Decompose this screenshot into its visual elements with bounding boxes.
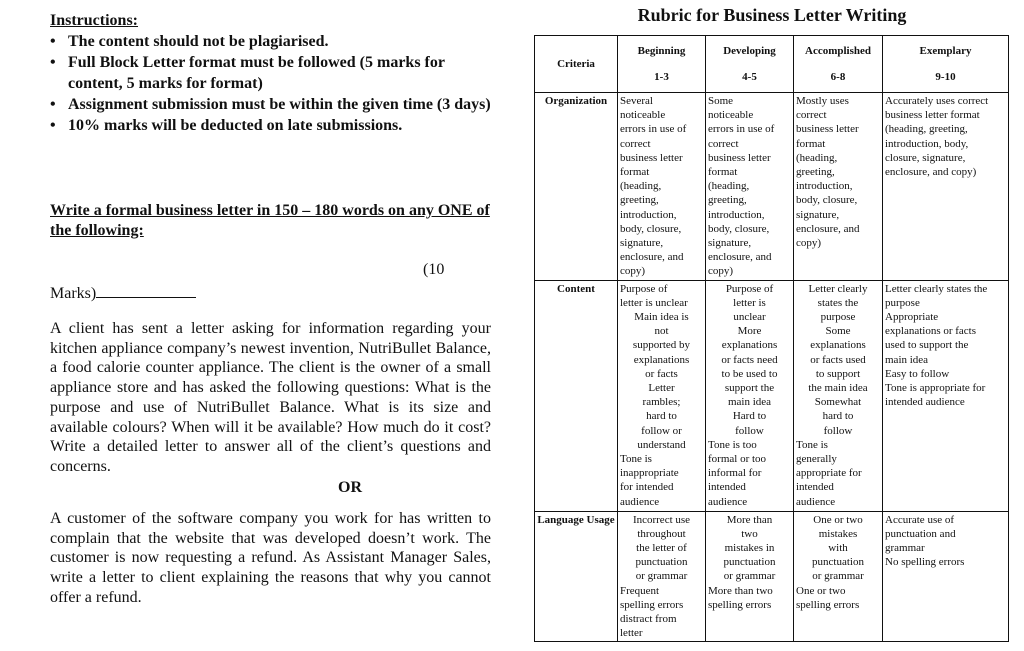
rubric-cell	[618, 511, 706, 642]
rubric-cell-line: Incorrect use	[632, 513, 691, 526]
level-range: 4-5	[742, 71, 757, 83]
rubric-cell-line: Mostly uses	[796, 95, 849, 107]
rubric-cell-line: hard to	[646, 410, 677, 423]
criteria-header: Criteria	[535, 36, 618, 93]
rubric-cell-line: introduction, body,	[885, 137, 969, 150]
rubric-cell-line: inappropriate	[620, 467, 679, 480]
rubric-cell-line: for intended	[620, 481, 674, 494]
rubric-cell-line: main idea	[885, 353, 929, 366]
rubric-cell-line: audience	[708, 495, 748, 508]
rubric-cell-line: distract from	[620, 613, 677, 626]
marks-blank-line	[96, 283, 196, 298]
rubric-cell-line: business letter	[620, 151, 683, 164]
rubric-cell-line: spelling errors	[796, 598, 860, 611]
rubric-cell-line: with	[828, 542, 848, 555]
rubric-cell-line: or facts	[645, 367, 678, 380]
rubric-cell-line: Easy to follow	[885, 367, 950, 380]
rubric-cell-line: intended	[796, 481, 834, 494]
rubric-cell-line: to support	[815, 367, 861, 380]
rubric-cell-line: Some	[708, 95, 734, 107]
rubric-cell-line: Letter clearly states the	[885, 282, 988, 295]
rubric-cell	[706, 511, 794, 642]
rubric-cell-line: body, closure,	[708, 222, 770, 235]
rubric-cell-line: format	[620, 166, 650, 179]
criterion-cell: Organization	[535, 93, 618, 281]
rubric-cell	[706, 93, 794, 281]
level-range: 6-8	[830, 71, 846, 83]
rubric-cell-line: enclosure, and	[796, 222, 860, 235]
marks-label: Marks)	[50, 285, 97, 302]
rubric-cell-line: Letter clearly	[808, 282, 868, 295]
rubric-cell-line: the letter of	[636, 542, 687, 555]
rubric-cell-line: or facts used	[810, 353, 866, 366]
rubric-cell-line: enclosure, and	[620, 251, 684, 264]
rubric-cell	[794, 280, 883, 511]
level-range: 9-10	[935, 71, 956, 83]
rubric-cell-line: More than	[726, 513, 773, 526]
rubric-cell-line: purpose	[820, 311, 856, 324]
rubric-cell-line: audience	[620, 495, 660, 508]
rubric-cell-line: follow	[823, 424, 853, 437]
rubric-cell-line: informal for	[708, 467, 762, 480]
rubric-cell-line: copy)	[620, 265, 646, 278]
rubric-cell-line: introduction,	[708, 208, 765, 221]
criterion-cell: Language Usage	[535, 511, 618, 642]
level-header	[618, 36, 706, 93]
rubric-cell-line: signature,	[796, 208, 840, 221]
rubric-cell-line: introduction,	[620, 208, 677, 221]
rubric-cell-line: noticeable	[620, 109, 666, 122]
rubric-cell-line: Tone is	[796, 438, 828, 451]
instructions-list	[50, 31, 492, 136]
rubric-body	[535, 93, 1009, 642]
or-separator: OR	[338, 479, 362, 496]
rubric-cell-line: correct	[620, 137, 651, 150]
rubric-cell-line: used to support the	[885, 339, 969, 352]
rubric-cell	[618, 280, 706, 511]
rubric-cell-line: Purpose of	[620, 282, 668, 295]
rubric-cell-line: states the	[817, 296, 859, 309]
rubric-cell-line: signature,	[620, 237, 664, 250]
rubric-cell-line: (heading,	[620, 180, 662, 193]
rubric-cell-line: enclosure, and	[708, 251, 772, 264]
rubric-cell-line: explanations	[721, 339, 778, 352]
rubric-cell-line: body, closure,	[796, 194, 858, 207]
rubric-cell-line: generally	[796, 453, 837, 466]
level-name: Exemplary	[919, 44, 972, 57]
rubric-cell-line: Some	[825, 325, 851, 338]
instruction-item: • 10% marks will be deducted on late submissions.	[50, 115, 492, 136]
rubric-cell-line: follow	[735, 424, 764, 437]
rubric-cell-line: letter	[620, 627, 643, 640]
option-1-text: A client has sent a letter asking for information regarding your kitchen appliance company’s newest invention, NutriBullet Balance, a food calorie counter appliance. The client is the owner of a small appliance store and has asked the following questions: What is the purpose and use of NutriBullet Balance. What is its size and available colours? When will it be available? How much do it cost? Write a detailed letter to answer all of the client’s questions and concerns.	[50, 320, 491, 475]
rubric-cell-line: unclear	[733, 311, 766, 324]
rubric-row	[535, 93, 1009, 281]
rubric-cell-line: audience	[796, 495, 836, 508]
rubric-cell-line: copy)	[708, 265, 734, 278]
instruction-item: • Full Block Letter format must be followed (5 marks for content, 5 marks for format)	[50, 52, 492, 94]
rubric-cell-line: errors in use of	[620, 123, 687, 136]
rubric-row	[535, 511, 1009, 642]
rubric-cell-line: (heading,	[708, 180, 750, 193]
rubric-cell-line: explanations	[633, 353, 690, 366]
level-header	[706, 36, 794, 93]
rubric-cell-line: two	[741, 527, 758, 540]
rubric-cell	[883, 93, 1009, 281]
rubric-cell-line: spelling errors	[620, 598, 684, 611]
rubric-cell-line: signature,	[708, 237, 752, 250]
rubric-cell	[794, 511, 883, 642]
rubric-cell-line: spelling errors	[708, 598, 772, 611]
rubric-cell	[618, 93, 706, 281]
rubric-cell-line: or grammar	[635, 570, 688, 583]
rubric-cell-line: explanations	[810, 339, 866, 352]
rubric-cell-line: the main idea	[808, 382, 868, 395]
rubric-cell-line: errors in use of	[708, 123, 775, 136]
option-2-text: A customer of the software company you work for has written to complain that the website that was developed doesn’t work. The customer is now requesting a refund. As Assistant Manager Sales, write a letter to client explaining the reasons that why you cannot offer a refund.	[50, 510, 491, 606]
rubric-cell-line: to be used to	[721, 367, 778, 380]
criterion-cell: Content	[535, 280, 618, 511]
marks-number: (10	[423, 261, 445, 278]
instruction-item: • Assignment submission must be within the given time (3 days)	[50, 94, 492, 115]
rubric-cell-line: understand	[637, 438, 686, 451]
rubric-cell-line: Hard to	[732, 410, 767, 423]
rubric-cell-line: correct	[796, 109, 827, 122]
rubric-cell-line: More	[737, 325, 762, 338]
rubric-cell-line: rambles;	[642, 396, 681, 409]
rubric-title: Rubric for Business Letter Writing	[637, 5, 907, 25]
rubric-cell-line: not	[654, 325, 669, 338]
rubric-cell-line: Accurately uses correct	[885, 95, 989, 107]
rubric-cell-line: intended audience	[885, 396, 965, 409]
rubric-cell-line: Purpose of	[725, 282, 774, 295]
rubric-cell-line: greeting,	[620, 194, 659, 207]
instruction-item: • The content should not be plagiarised.	[50, 31, 492, 52]
rubric-cell-line: mistakes in	[724, 542, 775, 555]
rubric-cell-line: punctuation and	[885, 527, 956, 540]
rubric-cell-line: explanations or facts	[885, 325, 977, 338]
rubric-cell-line: format	[796, 137, 826, 150]
rubric-cell-line: intended	[708, 481, 746, 494]
rubric-cell-line: or grammar	[723, 570, 776, 583]
rubric-cell	[706, 280, 794, 511]
rubric-cell-line: No spelling errors	[885, 556, 965, 569]
rubric-cell-line: follow or	[641, 424, 682, 437]
rubric-cell-line: formal or too	[708, 453, 767, 466]
task-heading: Write a formal business letter in 150 – 180 words on any ONE of the following:	[50, 202, 490, 239]
rubric-cell-line: hard to	[822, 410, 854, 423]
rubric-cell-line: letter is unclear	[620, 296, 688, 309]
level-range: 1-3	[654, 71, 669, 83]
rubric-cell-line: Accurate use of	[885, 513, 955, 526]
rubric-cell-line: closure, signature,	[885, 151, 966, 164]
rubric-cell-line: Appropriate	[885, 311, 939, 324]
rubric-header-row	[535, 36, 1009, 93]
rubric-table	[534, 35, 1009, 642]
rubric-cell-line: Tone is appropriate for	[885, 382, 986, 395]
rubric-cell-line: correct	[708, 137, 739, 150]
rubric-cell-line: One or two	[796, 584, 846, 597]
rubric-cell-line: Tone is too	[708, 438, 757, 451]
rubric-cell	[794, 93, 883, 281]
level-header	[883, 36, 1009, 93]
rubric-cell-line: copy)	[796, 237, 822, 250]
rubric-cell-line: (heading,	[796, 151, 838, 164]
rubric-cell-line: throughout	[637, 527, 686, 540]
level-name: Developing	[723, 44, 776, 57]
rubric-row	[535, 280, 1009, 511]
rubric-cell-line: Main idea is	[634, 311, 689, 324]
rubric-cell-line: business letter format	[885, 109, 980, 122]
rubric-cell-line: greeting,	[708, 194, 747, 207]
rubric-cell-line: punctuation	[635, 556, 688, 569]
instructions-title: Instructions:	[50, 12, 139, 29]
rubric-cell-line: Frequent	[620, 584, 660, 597]
level-name: Beginning	[637, 44, 686, 57]
rubric-cell	[883, 280, 1009, 511]
instructions-panel	[50, 10, 492, 606]
rubric-cell-line: mistakes	[818, 527, 858, 540]
rubric-cell-line: Somewhat	[814, 396, 862, 409]
rubric-cell-line: letter is	[733, 296, 766, 309]
rubric-cell-line: or facts need	[721, 353, 778, 366]
rubric-cell-line: More than two	[708, 584, 773, 597]
rubric-cell-line: appropriate for	[796, 467, 862, 480]
rubric-cell-line: support the	[724, 382, 775, 395]
rubric-cell	[883, 511, 1009, 642]
rubric-cell-line: business letter	[708, 151, 771, 164]
rubric-cell-line: One or two	[813, 513, 863, 526]
rubric-cell-line: Letter	[648, 382, 675, 395]
rubric-cell-line: (heading, greeting,	[885, 123, 968, 136]
level-name: Accomplished	[805, 44, 871, 57]
rubric-cell-line: Several	[620, 95, 653, 107]
rubric-cell-line: greeting,	[796, 166, 835, 179]
rubric-cell-line: enclosure, and copy)	[885, 166, 977, 179]
rubric-cell-line: supported by	[632, 339, 691, 352]
rubric-cell-line: Tone is	[620, 453, 652, 466]
rubric-cell-line: punctuation	[812, 556, 864, 569]
rubric-cell-line: introduction,	[796, 180, 853, 193]
rubric-cell-line: purpose	[885, 296, 920, 309]
rubric-cell-line: or grammar	[812, 570, 864, 583]
rubric-cell-line: punctuation	[723, 556, 776, 569]
rubric-cell-line: grammar	[885, 542, 925, 555]
rubric-cell-line: body, closure,	[620, 222, 682, 235]
marks-label-wrap	[50, 283, 196, 303]
rubric-cell-line: main idea	[727, 396, 772, 409]
rubric-cell-line: format	[708, 166, 738, 179]
rubric-cell-line: noticeable	[708, 109, 754, 122]
rubric-cell-line: business letter	[796, 123, 859, 136]
level-header	[794, 36, 883, 93]
